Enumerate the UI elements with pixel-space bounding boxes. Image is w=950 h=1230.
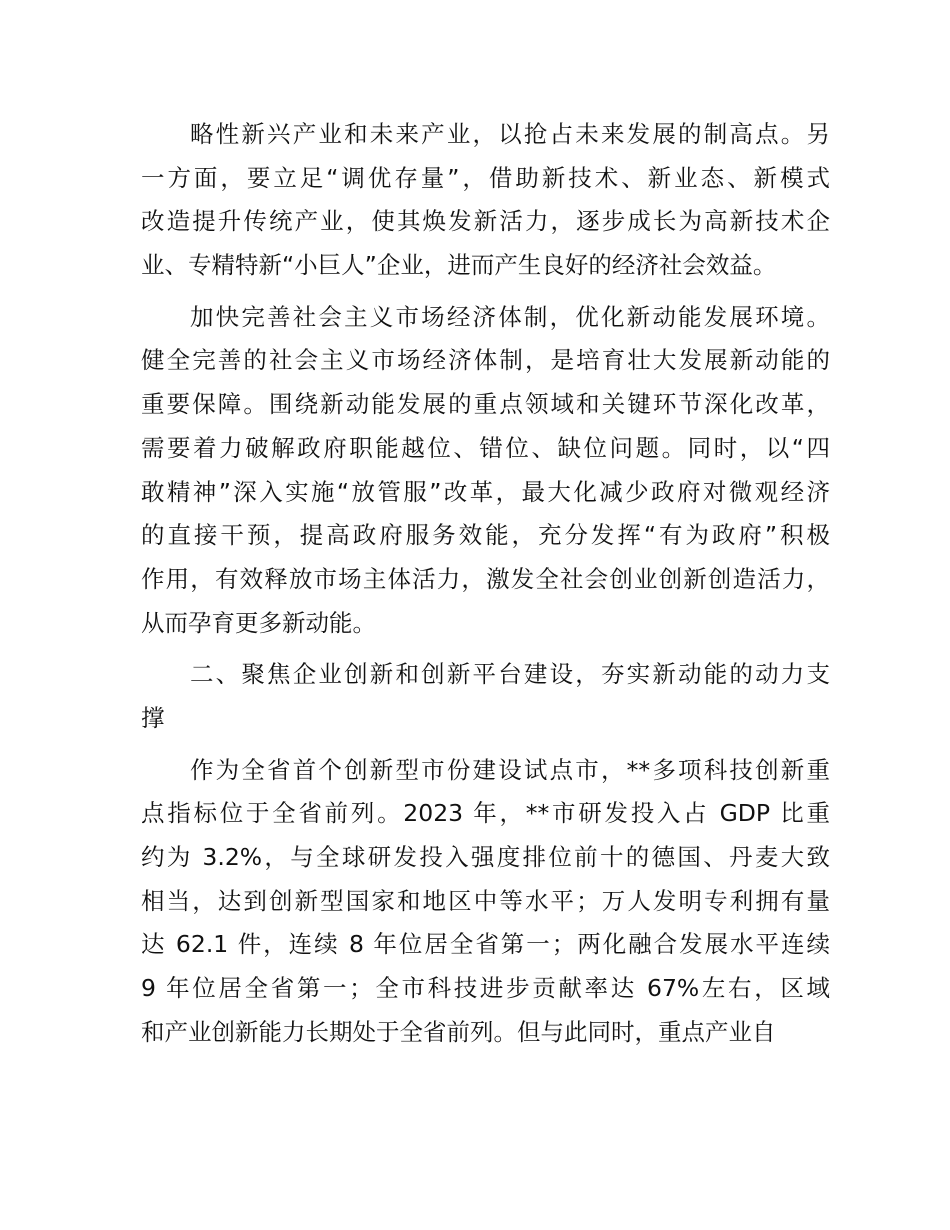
text-line: 达 62.1 件，连续 8 年位居全省第一；两化融合发展水平连续 [141,930,830,959]
text-line: 相当，达到创新型国家和地区中等水平；万人发明专利拥有量 [141,886,830,915]
text-line: 撑 [141,703,165,732]
text-line: 的直接干预，提高政府服务效能，充分发挥“有为政府”积极 [141,521,830,550]
text-line: 改造提升传统产业，使其焕发新活力，逐步成长为高新技术企 [141,207,830,236]
text-line: 二、聚焦企业创新和创新平台建设，夯实新动能的动力支 [190,660,830,689]
text-line: 点指标位于全省前列。2023 年，**市研发投入占 GDP 比重 [141,799,830,828]
text-line: 作为全省首个创新型市份建设试点市，**多项科技创新重 [190,755,830,784]
text-line: 重要保障。围绕新动能发展的重点领域和关键环节深化改革， [141,390,830,419]
text-line: 业、专精特新“小巨人”企业，进而产生良好的经济社会效益。 [141,251,777,280]
paragraph [141,749,830,1055]
text-line: 约为 3.2%，与全球研发投入强度排位前十的德国、丹麦大致 [141,843,830,871]
text-line: 和产业创新能力长期处于全省前列。但与此同时，重点产业自 [141,1017,776,1046]
paragraph [141,653,830,740]
text-line: 略性新兴产业和未来产业，以抢占未来发展的制高点。另 [190,120,830,148]
text-line: 加快完善社会主义市场经济体制，优化新动能发展环境。 [190,302,830,331]
text-line: 一方面，要立足“调优存量”，借助新技术、新业态、新模式 [141,163,830,192]
paragraph [141,113,830,288]
text-line: 9 年位居全省第一；全市科技进步贡献率达 67%左右，区域 [141,974,830,1003]
document-page [141,113,830,1062]
text-line: 健全完善的社会主义市场经济体制，是培育壮大发展新动能的 [141,346,830,375]
paragraph [141,296,830,646]
text-line: 需要着力破解政府职能越位、错位、缺位问题。同时，以“四 [141,433,830,462]
text-line: 作用，有效释放市场主体活力，激发全社会创业创新创造活力， [141,564,830,593]
text-line: 从而孕育更多新动能。 [141,608,376,637]
text-line: 敢精神”深入实施“放管服”改革，最大化减少政府对微观经济 [141,477,830,506]
